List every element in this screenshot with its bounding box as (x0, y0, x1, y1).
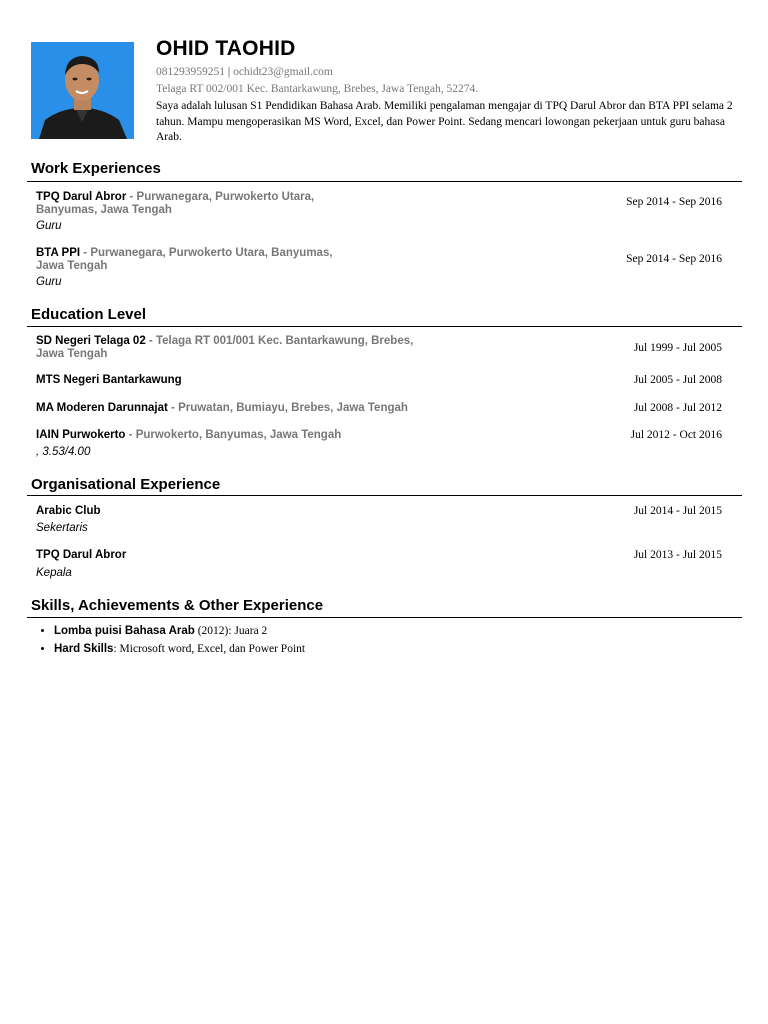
home-address: Telaga RT 002/001 Kec. Bantarkawung, Brebes, Jawa Tengah, 52274. (156, 83, 479, 95)
organisation-role: Kepala (36, 567, 72, 579)
organisation-date: Jul 2013 - Jul 2015 (633, 549, 722, 561)
organisation-role: Sekertaris (36, 522, 88, 534)
work-date: Sep 2014 - Sep 2016 (626, 196, 722, 208)
profile-photo (31, 42, 134, 139)
section-title-skills: Skills, Achievements & Other Experience (31, 597, 324, 614)
organisation-name: TPQ Darul Abror (36, 549, 127, 561)
skill-detail: : Microsoft word, Excel, dan Power Point (113, 643, 306, 655)
school-location: - Telaga RT 001/001 Kec. Bantarkawung, Brebes, Jawa Tengah (36, 335, 414, 360)
work-date: Sep 2014 - Sep 2016 (626, 253, 722, 265)
education-entry (36, 402, 436, 415)
section-title-work: Work Experiences (31, 160, 161, 177)
contact-line (156, 66, 333, 78)
school-name: MA Moderen Darunnajat (36, 402, 168, 414)
work-role: Guru (36, 220, 62, 232)
school-name: IAIN Purwokerto (36, 429, 126, 441)
phone-number: 081293959251 (156, 66, 225, 78)
work-org-name: BTA PPI (36, 247, 81, 259)
list-item (54, 640, 305, 658)
work-role: Guru (36, 276, 62, 288)
candidate-name: OHID TAOHID (156, 37, 296, 60)
education-entry (36, 429, 436, 442)
section-divider (27, 617, 742, 618)
work-location: - Purwanegara, Purwokerto Utara, Banyumas, Jawa Tengah (36, 247, 333, 272)
work-org-name: TPQ Darul Abror (36, 191, 127, 203)
section-title-organisation: Organisational Experience (31, 476, 221, 493)
work-location: - Purwanegara, Purwokerto Utara, Banyumas, Jawa Tengah (36, 191, 315, 216)
work-entry-org (36, 191, 346, 216)
contact-separator: | (227, 66, 231, 78)
section-divider (27, 181, 742, 182)
education-date: Jul 2008 - Jul 2012 (633, 402, 722, 414)
work-entry-org (36, 247, 346, 272)
email-address: ochidt23@gmail.com (233, 66, 333, 78)
skill-label: Hard Skills (54, 643, 114, 655)
education-entry (36, 374, 436, 387)
organisation-entry (36, 549, 346, 562)
education-date: Jul 2012 - Oct 2016 (630, 429, 722, 441)
section-title-education: Education Level (31, 306, 147, 323)
section-divider (27, 495, 742, 496)
organisation-date: Jul 2014 - Jul 2015 (633, 505, 722, 517)
skill-label: Lomba puisi Bahasa Arab (54, 625, 195, 637)
education-date: Jul 1999 - Jul 2005 (633, 342, 722, 354)
organisation-entry (36, 505, 346, 518)
organisation-name: Arabic Club (36, 505, 101, 517)
school-name: SD Negeri Telaga 02 (36, 335, 146, 347)
school-location: - Pruwatan, Bumiayu, Brebes, Jawa Tengah (167, 402, 408, 414)
section-divider (27, 326, 742, 327)
school-name: MTS Negeri Bantarkawung (36, 374, 182, 386)
skills-list (36, 622, 305, 658)
profile-summary: Saya adalah lulusan S1 Pendidikan Bahasa Arab. Memiliki pengalaman mengajar di TPQ Darul Abror dan BTA PPI selama 2 tahun. Mampu mengoperasikan MS Word, Excel, dan Power Point. Sedang mencari lowongan pekerjaan untuk guru bahasa Arab. (156, 100, 733, 143)
skill-detail: (2012): Juara 2 (194, 625, 268, 637)
list-item (54, 622, 305, 640)
education-gpa: , 3.53/4.00 (36, 446, 91, 458)
education-date: Jul 2005 - Jul 2008 (633, 374, 722, 386)
education-entry (36, 335, 436, 360)
school-location: - Purwokerto, Banyumas, Jawa Tengah (125, 429, 342, 441)
